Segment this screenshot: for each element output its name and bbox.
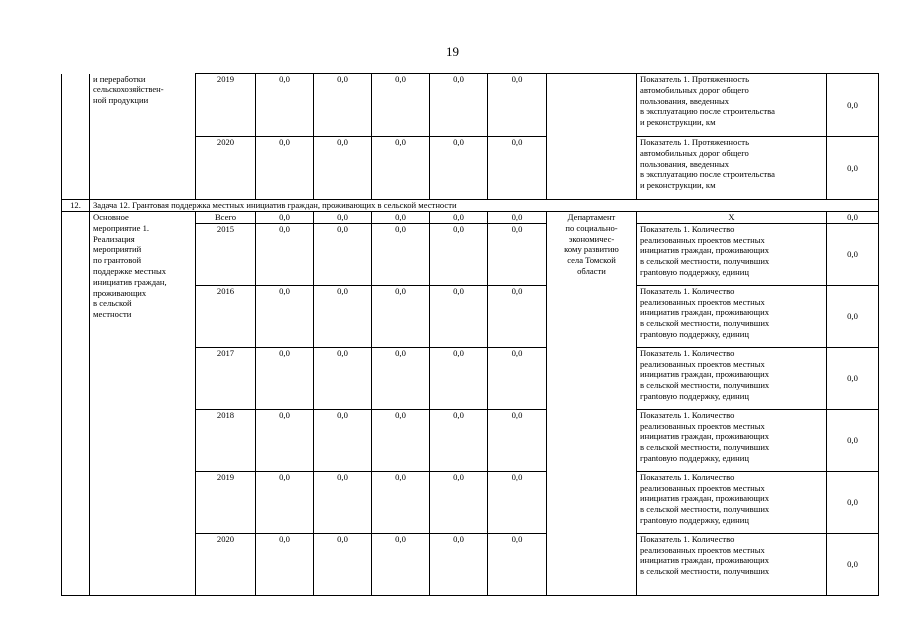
table-row-total	[62, 212, 879, 224]
row-number-cell	[62, 74, 90, 200]
indicator-cell: Показатель 1. Количество реализованных проектов местных инициатив граждан, проживающих в сельской местности, получивших граntовую поддержку, единиц	[637, 347, 827, 409]
year-cell: 2017	[196, 347, 256, 409]
task-row	[62, 200, 879, 212]
value-cell: 0,0	[314, 533, 372, 595]
indicator-cell: Показатель 1. Количество реализованных проектов местных инициатив граждан, проживающих в сельской местности, получивших граntовую поддержку, единиц	[637, 285, 827, 347]
year-cell: 2019	[196, 74, 256, 137]
value-cell: 0,0	[430, 533, 488, 595]
value-cell: 0,0	[430, 347, 488, 409]
result-cell: 0,0	[827, 212, 879, 224]
value-cell: 0,0	[314, 137, 372, 200]
value-cell: 0,0	[488, 212, 547, 224]
value-cell: 0,0	[256, 533, 314, 595]
result-cell: 0,0	[827, 285, 879, 347]
indicator-cell: Х	[637, 212, 827, 224]
value-cell: 0,0	[256, 223, 314, 285]
value-cell: 0,0	[430, 74, 488, 137]
value-cell: 0,0	[488, 533, 547, 595]
value-cell: 0,0	[314, 74, 372, 137]
value-cell: 0,0	[314, 347, 372, 409]
indicator-cell: Показатель 1. Количество реализованных проектов местных инициатив граждан, проживающих в сельской местности, получивших граntовую поддержку, единиц	[637, 409, 827, 471]
value-cell: 0,0	[314, 285, 372, 347]
value-cell: 0,0	[430, 409, 488, 471]
value-cell: 0,0	[488, 137, 547, 200]
indicator-cell: Показатель 1. Количество реализованных проектов местных инициатив граждан, проживающих в сельской местности, получивших	[637, 533, 827, 595]
value-cell: 0,0	[314, 223, 372, 285]
value-cell: 0,0	[430, 223, 488, 285]
value-cell: 0,0	[314, 409, 372, 471]
year-cell: 2015	[196, 223, 256, 285]
value-cell: 0,0	[372, 471, 430, 533]
page-number: 19	[446, 44, 459, 59]
value-cell: 0,0	[488, 409, 547, 471]
activity-description: Основное мероприятие 1. Реализация мероприятий по грантовой поддержке местных инициатив граждан, проживающих в сельской местности	[90, 212, 196, 596]
value-cell: 0,0	[256, 347, 314, 409]
value-cell: 0,0	[372, 74, 430, 137]
value-cell: 0,0	[372, 212, 430, 224]
program-table	[61, 73, 879, 596]
year-cell: 2019	[196, 471, 256, 533]
year-cell: 2018	[196, 409, 256, 471]
value-cell: 0,0	[488, 471, 547, 533]
value-cell: 0,0	[256, 137, 314, 200]
value-cell: 0,0	[314, 471, 372, 533]
indicator-cell: Показатель 1. Протяженность автомобильных дорог общего пользования, введенных в эксплуатацию после строительства и реконструкции, км	[637, 74, 827, 137]
value-cell: 0,0	[372, 285, 430, 347]
indicator-cell: Показатель 1. Протяженность автомобильных дорог общего пользования, введенных в эксплуатацию после строительства и реконструкции, км	[637, 137, 827, 200]
value-cell: 0,0	[372, 347, 430, 409]
value-cell: 0,0	[430, 137, 488, 200]
table-row	[62, 74, 879, 137]
value-cell: 0,0	[372, 533, 430, 595]
result-cell: 0,0	[827, 471, 879, 533]
result-cell: 0,0	[827, 347, 879, 409]
value-cell: 0,0	[488, 74, 547, 137]
executor-cell	[547, 74, 637, 200]
value-cell: 0,0	[256, 409, 314, 471]
result-cell: 0,0	[827, 409, 879, 471]
row-number-cell	[62, 212, 90, 596]
result-cell: 0,0	[827, 223, 879, 285]
result-cell: 0,0	[827, 137, 879, 200]
year-cell: 2020	[196, 533, 256, 595]
value-cell: 0,0	[314, 212, 372, 224]
value-cell: 0,0	[488, 285, 547, 347]
value-cell: 0,0	[430, 212, 488, 224]
task-title: Задача 12. Грантовая поддержка местных инициатив граждан, проживающих в сельской местности	[90, 200, 879, 212]
value-cell: 0,0	[372, 409, 430, 471]
activity-description: и переработки сельскохозяйствен- ной продукции	[90, 74, 196, 200]
value-cell: 0,0	[430, 471, 488, 533]
value-cell: 0,0	[488, 223, 547, 285]
year-cell: Всего	[196, 212, 256, 224]
value-cell: 0,0	[430, 285, 488, 347]
indicator-cell: Показатель 1. Количество реализованных проектов местных инициатив граждан, проживающих в сельской местности, получивших граntовую поддержку, единиц	[637, 471, 827, 533]
value-cell: 0,0	[256, 212, 314, 224]
value-cell: 0,0	[488, 347, 547, 409]
value-cell: 0,0	[372, 137, 430, 200]
value-cell: 0,0	[256, 471, 314, 533]
value-cell: 0,0	[372, 223, 430, 285]
result-cell: 0,0	[827, 533, 879, 595]
executor-cell: Департамент по социально- экономичес- кому развитию села Томской области	[547, 212, 637, 596]
indicator-cell: Показатель 1. Количество реализованных проектов местных инициатив граждан, проживающих в сельской местности, получивших граntовую поддержку, единиц	[637, 223, 827, 285]
year-cell: 2020	[196, 137, 256, 200]
result-cell: 0,0	[827, 74, 879, 137]
value-cell: 0,0	[256, 74, 314, 137]
task-number: 12.	[62, 200, 90, 212]
value-cell: 0,0	[256, 285, 314, 347]
year-cell: 2016	[196, 285, 256, 347]
